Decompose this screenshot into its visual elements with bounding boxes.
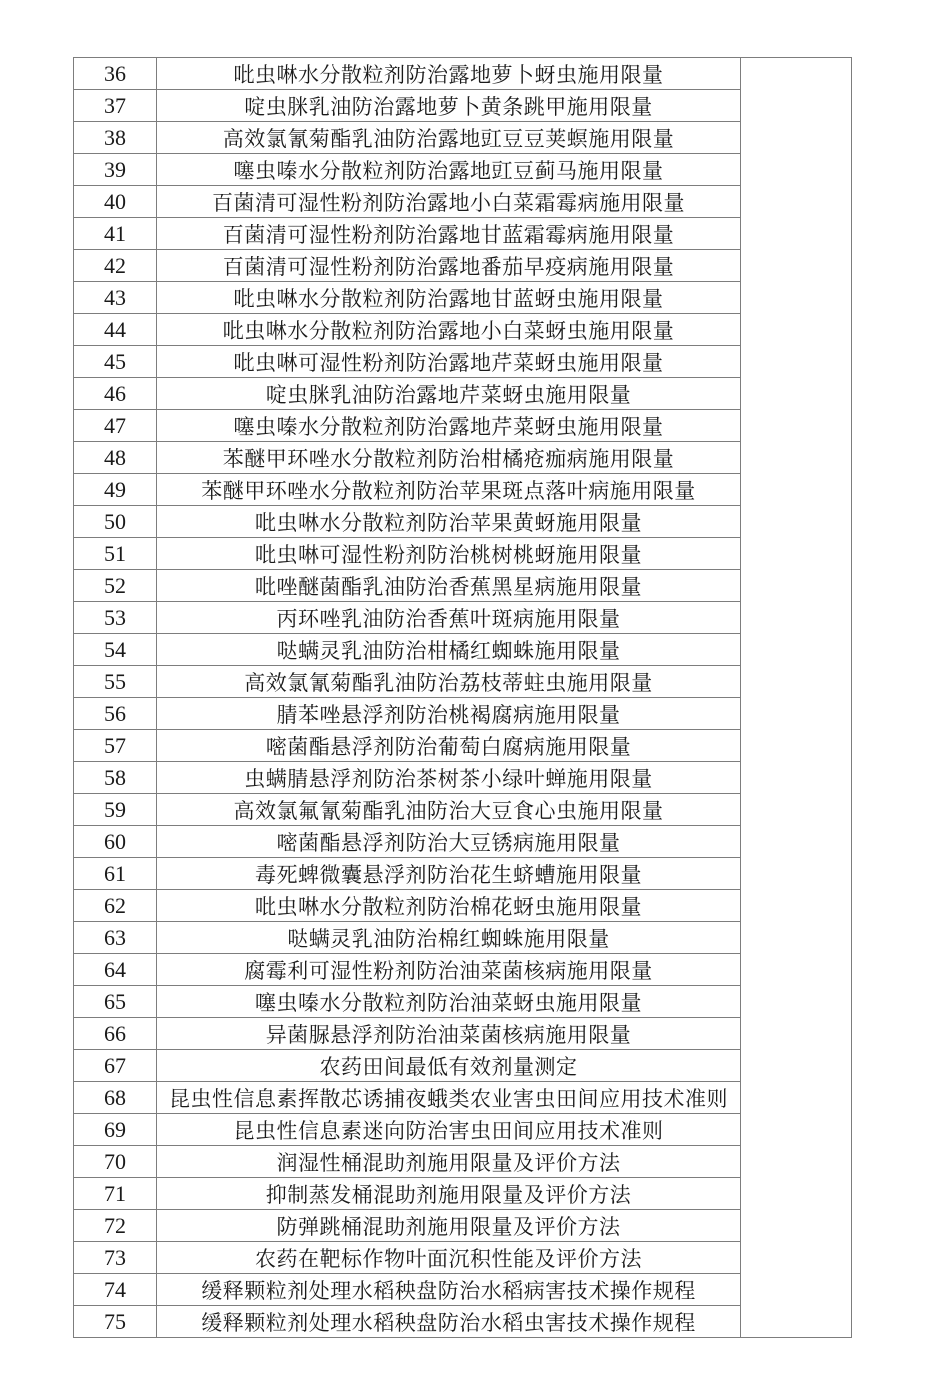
row-number: 37	[74, 90, 157, 122]
table-row	[74, 218, 852, 250]
table-row	[74, 1306, 852, 1338]
row-title: 噻虫嗪水分散粒剂防治露地豇豆蓟马施用限量	[157, 154, 741, 186]
row-title: 啶虫脒乳油防治露地芹菜蚜虫施用限量	[157, 378, 741, 410]
row-number: 42	[74, 250, 157, 282]
row-title: 百菌清可湿性粉剂防治露地甘蓝霜霉病施用限量	[157, 218, 741, 250]
row-title: 腈苯唑悬浮剂防治桃褐腐病施用限量	[157, 698, 741, 730]
row-title: 吡唑醚菌酯乳油防治香蕉黑星病施用限量	[157, 570, 741, 602]
table-row	[74, 1050, 852, 1082]
standards-table	[73, 57, 852, 1338]
row-title: 昆虫性信息素迷向防治害虫田间应用技术准则	[157, 1114, 741, 1146]
table-row	[74, 282, 852, 314]
row-number: 60	[74, 826, 157, 858]
table-row	[74, 346, 852, 378]
row-title: 异菌脲悬浮剂防治油菜菌核病施用限量	[157, 1018, 741, 1050]
row-title: 昆虫性信息素挥散芯诱捕夜蛾类农业害虫田间应用技术准则	[157, 1082, 741, 1114]
row-title: 抑制蒸发桶混助剂施用限量及评价方法	[157, 1178, 741, 1210]
row-title: 高效氯氟氰菊酯乳油防治大豆食心虫施用限量	[157, 794, 741, 826]
table-row	[74, 1082, 852, 1114]
table-row	[74, 1114, 852, 1146]
table-body	[74, 58, 852, 1338]
table-row	[74, 250, 852, 282]
table-row	[74, 794, 852, 826]
row-number: 71	[74, 1178, 157, 1210]
row-number: 51	[74, 538, 157, 570]
table-row	[74, 1274, 852, 1306]
row-number: 45	[74, 346, 157, 378]
row-title: 吡虫啉水分散粒剂防治露地萝卜蚜虫施用限量	[157, 58, 741, 90]
row-number: 68	[74, 1082, 157, 1114]
table-row	[74, 698, 852, 730]
table-row	[74, 538, 852, 570]
table-row	[74, 570, 852, 602]
row-number: 73	[74, 1242, 157, 1274]
row-title: 哒螨灵乳油防治棉红蜘蛛施用限量	[157, 922, 741, 954]
table-row	[74, 858, 852, 890]
row-title: 防弹跳桶混助剂施用限量及评价方法	[157, 1210, 741, 1242]
row-title: 嘧菌酯悬浮剂防治大豆锈病施用限量	[157, 826, 741, 858]
row-title: 啶虫脒乳油防治露地萝卜黄条跳甲施用限量	[157, 90, 741, 122]
row-number: 43	[74, 282, 157, 314]
table-row	[74, 666, 852, 698]
table-row	[74, 1242, 852, 1274]
row-number: 65	[74, 986, 157, 1018]
row-title: 吡虫啉水分散粒剂防治棉花蚜虫施用限量	[157, 890, 741, 922]
row-number: 59	[74, 794, 157, 826]
table-row	[74, 154, 852, 186]
row-number: 61	[74, 858, 157, 890]
table-row	[74, 506, 852, 538]
row-title: 百菌清可湿性粉剂防治露地番茄早疫病施用限量	[157, 250, 741, 282]
table-row	[74, 954, 852, 986]
row-title: 哒螨灵乳油防治柑橘红蜘蛛施用限量	[157, 634, 741, 666]
row-title: 毒死蜱微囊悬浮剂防治花生蛴螬施用限量	[157, 858, 741, 890]
table-row	[74, 986, 852, 1018]
table-row	[74, 1146, 852, 1178]
row-title: 高效氯氰菊酯乳油防治露地豇豆豆荚螟施用限量	[157, 122, 741, 154]
row-number: 56	[74, 698, 157, 730]
row-number: 69	[74, 1114, 157, 1146]
row-number: 62	[74, 890, 157, 922]
row-number: 66	[74, 1018, 157, 1050]
row-number: 50	[74, 506, 157, 538]
row-title: 农药田间最低有效剂量测定	[157, 1050, 741, 1082]
row-number: 49	[74, 474, 157, 506]
row-number: 48	[74, 442, 157, 474]
row-number: 38	[74, 122, 157, 154]
table-row	[74, 826, 852, 858]
table-row	[74, 730, 852, 762]
table-row	[74, 890, 852, 922]
table-row	[74, 186, 852, 218]
row-title: 丙环唑乳油防治香蕉叶斑病施用限量	[157, 602, 741, 634]
row-title: 苯醚甲环唑水分散粒剂防治柑橘疮痂病施用限量	[157, 442, 741, 474]
table-row	[74, 410, 852, 442]
table-row	[74, 634, 852, 666]
row-number: 39	[74, 154, 157, 186]
row-title: 嘧菌酯悬浮剂防治葡萄白腐病施用限量	[157, 730, 741, 762]
row-title: 缓释颗粒剂处理水稻秧盘防治水稻病害技术操作规程	[157, 1274, 741, 1306]
row-number: 44	[74, 314, 157, 346]
row-title: 吡虫啉水分散粒剂防治露地甘蓝蚜虫施用限量	[157, 282, 741, 314]
row-title: 高效氯氰菊酯乳油防治荔枝蒂蛀虫施用限量	[157, 666, 741, 698]
row-title: 腐霉利可湿性粉剂防治油菜菌核病施用限量	[157, 954, 741, 986]
notes-column-cell	[741, 58, 852, 1338]
table-row	[74, 922, 852, 954]
row-title: 苯醚甲环唑水分散粒剂防治苹果斑点落叶病施用限量	[157, 474, 741, 506]
row-number: 67	[74, 1050, 157, 1082]
row-number: 75	[74, 1306, 157, 1338]
table-row	[74, 602, 852, 634]
row-number: 52	[74, 570, 157, 602]
row-title: 百菌清可湿性粉剂防治露地小白菜霜霉病施用限量	[157, 186, 741, 218]
row-number: 40	[74, 186, 157, 218]
row-number: 47	[74, 410, 157, 442]
row-title: 缓释颗粒剂处理水稻秧盘防治水稻虫害技术操作规程	[157, 1306, 741, 1338]
table-row	[74, 122, 852, 154]
table-row	[74, 314, 852, 346]
row-number: 72	[74, 1210, 157, 1242]
row-number: 70	[74, 1146, 157, 1178]
row-title: 吡虫啉可湿性粉剂防治桃树桃蚜施用限量	[157, 538, 741, 570]
table-row	[74, 474, 852, 506]
row-number: 63	[74, 922, 157, 954]
row-number: 36	[74, 58, 157, 90]
table-row	[74, 378, 852, 410]
row-number: 54	[74, 634, 157, 666]
row-title: 吡虫啉可湿性粉剂防治露地芹菜蚜虫施用限量	[157, 346, 741, 378]
table-row	[74, 58, 852, 90]
row-title: 吡虫啉水分散粒剂防治苹果黄蚜施用限量	[157, 506, 741, 538]
row-title: 噻虫嗪水分散粒剂防治油菜蚜虫施用限量	[157, 986, 741, 1018]
row-number: 53	[74, 602, 157, 634]
row-number: 57	[74, 730, 157, 762]
row-number: 58	[74, 762, 157, 794]
row-title: 虫螨腈悬浮剂防治茶树茶小绿叶蝉施用限量	[157, 762, 741, 794]
table-row	[74, 442, 852, 474]
table-row	[74, 1018, 852, 1050]
table-row	[74, 1210, 852, 1242]
row-number: 46	[74, 378, 157, 410]
table-row	[74, 762, 852, 794]
row-number: 55	[74, 666, 157, 698]
row-title: 润湿性桶混助剂施用限量及评价方法	[157, 1146, 741, 1178]
table-row	[74, 90, 852, 122]
row-title: 农药在靶标作物叶面沉积性能及评价方法	[157, 1242, 741, 1274]
row-title: 噻虫嗪水分散粒剂防治露地芹菜蚜虫施用限量	[157, 410, 741, 442]
row-number: 74	[74, 1274, 157, 1306]
row-title: 吡虫啉水分散粒剂防治露地小白菜蚜虫施用限量	[157, 314, 741, 346]
row-number: 64	[74, 954, 157, 986]
table-row	[74, 1178, 852, 1210]
row-number: 41	[74, 218, 157, 250]
